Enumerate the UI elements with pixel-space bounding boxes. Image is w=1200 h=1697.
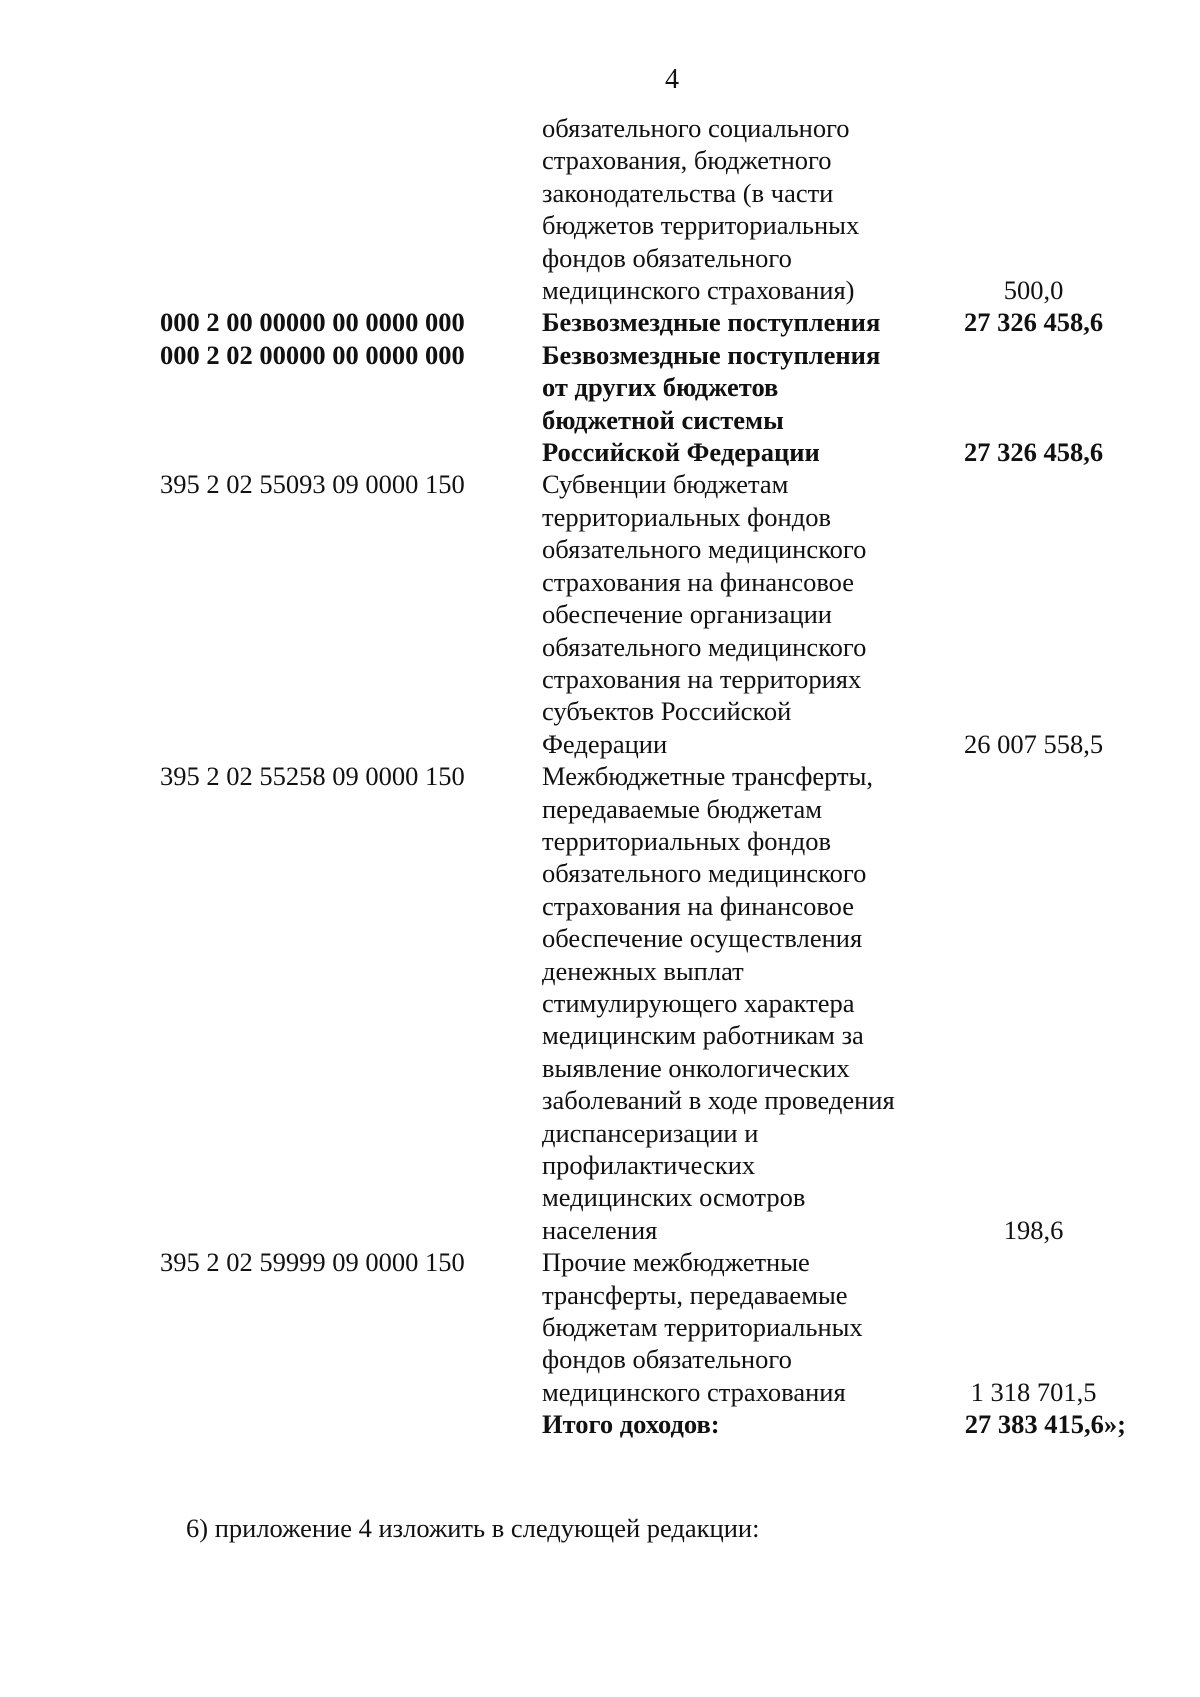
table-row bbox=[160, 1246, 1130, 1408]
revenue-table bbox=[160, 112, 1130, 1441]
row-amount: 198,6 bbox=[1003, 1214, 1064, 1245]
row-name: Безвозмездные поступления bbox=[542, 307, 881, 338]
table-row bbox=[160, 339, 1130, 469]
row-code: 395 2 02 55258 09 0000 150 bbox=[160, 761, 465, 792]
table-row bbox=[160, 306, 1130, 338]
row-amount: 27 326 458,6 bbox=[963, 437, 1104, 468]
table-row bbox=[160, 112, 1130, 306]
row-amount: 27 326 458,6 bbox=[963, 307, 1104, 338]
row-amount: 26 007 558,5 bbox=[963, 728, 1104, 759]
row-name: Субвенции бюджетам территориальных фондов обязательного медицинского страхования на финансовое обеспечение организации обязательного медицинского страхования на территориях субъектов Российской Федерации bbox=[542, 469, 867, 759]
row-code: 395 2 02 55093 09 0000 150 bbox=[160, 469, 465, 500]
row-code: 000 2 00 00000 00 0000 000 bbox=[160, 307, 465, 338]
row-code: 000 2 02 00000 00 0000 000 bbox=[160, 339, 465, 370]
total-amount: 27 383 415,6»; bbox=[964, 1409, 1126, 1440]
row-name: обязательного социального страхования, бюджетного законодательства (в части бюджетов территориальных фондов обязательного медицинского страхования) bbox=[542, 113, 860, 306]
row-name: Прочие межбюджетные трансферты, передаваемые бюджетам территориальных фондов обязательного медицинского страхования bbox=[542, 1247, 863, 1407]
amendment-text: 6) приложение 4 изложить в следующей редакции: bbox=[186, 1513, 760, 1543]
table-row bbox=[160, 760, 1130, 1246]
row-amount: 500,0 bbox=[1003, 275, 1064, 306]
row-code: 395 2 02 59999 09 0000 150 bbox=[160, 1247, 465, 1278]
total-label: Итого доходов: bbox=[542, 1409, 720, 1440]
total-row bbox=[160, 1408, 1130, 1440]
row-name: Межбюджетные трансферты, передаваемые бюджетам территориальных фондов обязательного медицинского страхования на финансовое обеспечение осуществления денежных выплат стимулирующего характера медицинским работникам за выявление онкологических заболеваний в ходе проведения диспансеризации и профилактических медицинских осмотров населения bbox=[542, 761, 895, 1245]
page-number: 4 bbox=[665, 64, 679, 95]
table-row bbox=[160, 468, 1130, 760]
row-amount: 1 318 701,5 bbox=[970, 1376, 1097, 1407]
row-name: Безвозмездные поступления от других бюджетов бюджетной системы Российской Федерации bbox=[542, 339, 881, 468]
